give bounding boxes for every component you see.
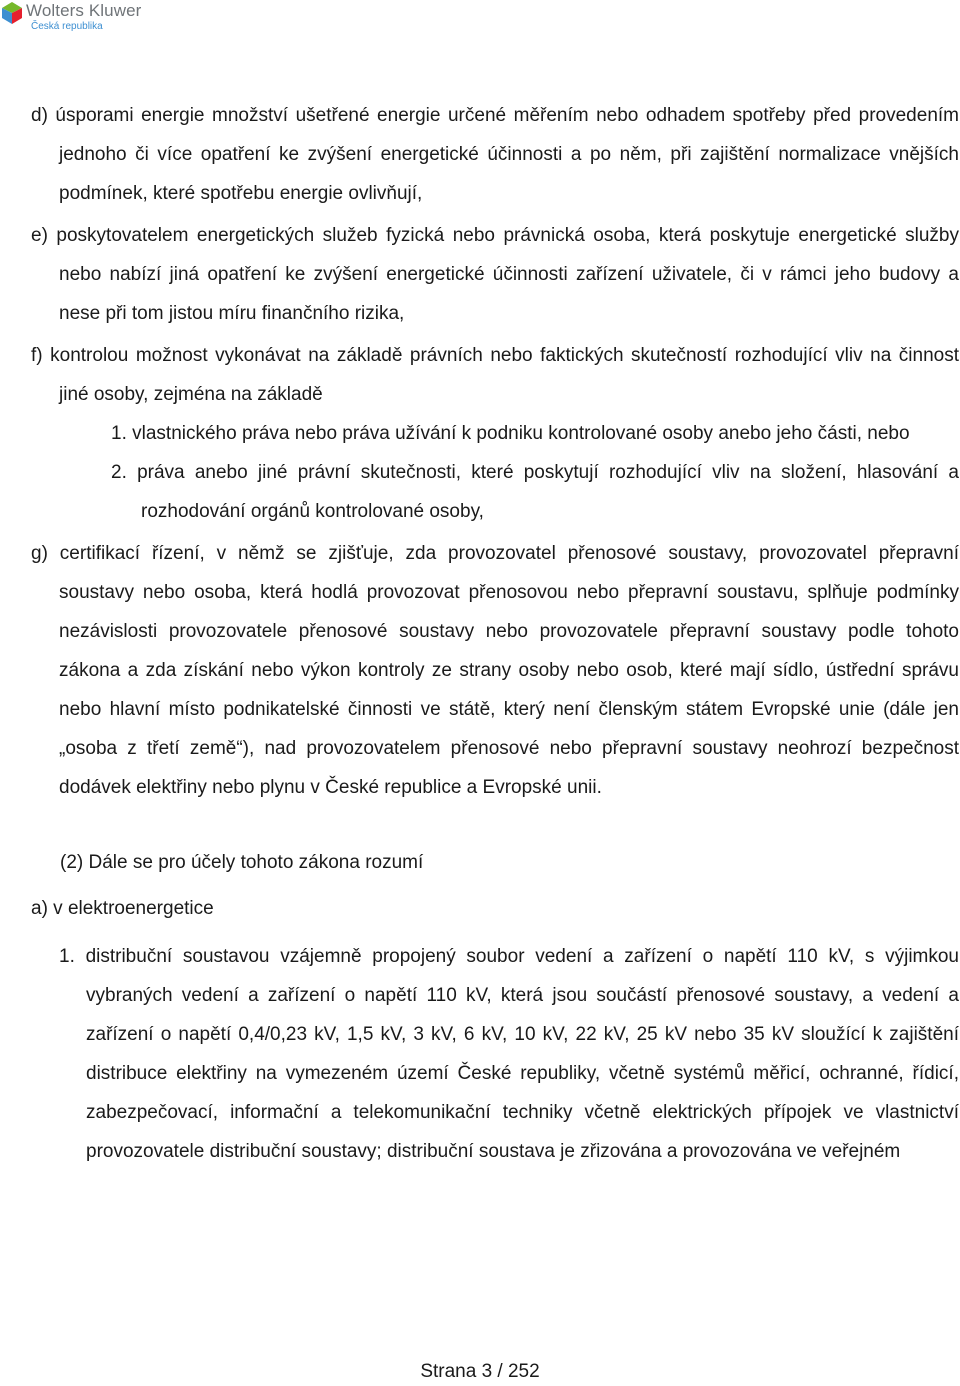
page-number: Strana 3 / 252 <box>420 1361 540 1382</box>
paragraph-2-intro: (2) Dále se pro účely tohoto zákona rozumí <box>60 852 424 873</box>
wolters-kluwer-emblem-icon <box>0 0 24 26</box>
definition-d: d) úsporami energie množství ušetřené energie určené měřením nebo odhadem spotřeby před provedením jednoho či více opatření ke zvýšení energetické účinnosti a po něm, při zajištění normalizace vnějších podmínek, které spotřebu energie ovlivňují, <box>31 105 959 204</box>
definition-g: g) certifikací řízení, v němž se zjišťuje, zda provozovatel přenosové soustavy, provozovatel přepravní soustavy nebo osoba, která hodlá provozovat přenosovou nebo přepravní soustavu, splňuje podmínky nezávislosti provozovatele přenosové soustavy nebo provozovatele přepravní soustavy podle tohoto zákona a zda získání nebo výkon kontroly ze strany osoby nebo osob, které mají sídlo, ústřední správu nebo hlavní místo podnikatelské činnosti ve státě, který není členským státem Evropské unie (dále jen „osoba z třetí země“), nad provozovatelem přenosové nebo přepravní soustavy neohrozí bezpečnost dodávek elektřiny nebo plynu v České republice a Evropské unii. <box>31 543 959 798</box>
brand-subtitle: Česká republika <box>31 21 103 32</box>
wolters-kluwer-logo <box>0 0 150 40</box>
definition-e: e) poskytovatelem energetických služeb fyzická nebo právnická osoba, která poskytuje energetické služby nebo nabízí jiná opatření ke zvýšení energetické účinnosti zařízení uživatele, či v rámci jeho budovy a nese při tom jistou míru finančního rizika, <box>31 225 959 324</box>
definition-f: f) kontrolou možnost vykonávat na základě právních nebo faktických skutečností rozhodující vliv na činnost jiné osoby, zejména na základě <box>31 345 959 405</box>
definition-f-point-2: 2. práva anebo jiné právní skutečnosti, které poskytují rozhodující vliv na složení, hlasování a rozhodování orgánů kontrolované osoby, <box>111 462 959 522</box>
definition-f-point-1: 1. vlastnického práva nebo práva užívání k podniku kontrolované osoby anebo jeho části, nebo <box>111 423 910 444</box>
section-a-heading: a) v elektroenergetice <box>31 898 214 919</box>
document-body <box>31 96 959 1171</box>
section-a-point-1: 1. distribuční soustavou vzájemně propojený soubor vedení a zařízení o napětí 110 kV, s výjimkou vybraných vedení a zařízení o napětí 110 kV, která jsou součástí přenosové soustavy, a vedení a zařízení o napětí 0,4/0,23 kV, 1,5 kV, 3 kV, 6 kV, 10 kV, 22 kV, 25 kV nebo 35 kV sloužící k zajištění distribuce elektřiny na vymezeném území České republiky, včetně systémů měřicí, ochranné, řídicí, zabezpečovací, informační a telekomunikační techniky včetně elektrických přípojek ve vlastnictví provozovatele distribuční soustavy; distribuční soustava je zřizována a provozována ve veřejném <box>59 946 959 1162</box>
brand-name: Wolters Kluwer <box>26 1 142 20</box>
